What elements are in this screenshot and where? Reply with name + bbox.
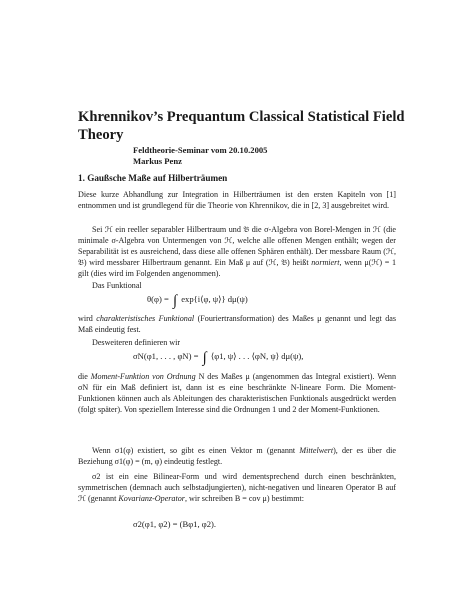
paragraph-text: σ2 ist ein eine Bilinear-Form und wird dementsprechend durch einen beschränkten, symmetrischen (demnach auch selbstadjungierten), nicht-negativen und linearen Operator B auf ℋ (genannt [78, 472, 396, 503]
paragraph-characteristic [78, 313, 396, 335]
integral-symbol: ∫ [172, 293, 178, 309]
paragraph-intro: Diese kurze Abhandlung zur Integration in Hilberträumen ist den ersten Kapiteln von [1] entnommen und ist grundlegend für die Theorie von Khrennikov, die in [2, 3] ausgebreitet wird. [78, 190, 396, 210]
emphasis-term: Moment-Funktion von Ordnung [90, 372, 196, 381]
paragraph-text: die [78, 372, 88, 381]
paragraph-text: , wir schreiben B = cov μ) bestimmt: [184, 494, 304, 503]
paragraph-text: N des Maßes μ (angenommen das Integral existiert). Wenn σN für ein Maß definiert ist, dann ist es eine beschränkte N-lineare Form. Die Moment-Funktionen können auch als Ableitungen des charakteristischen Funktionals ausgedrückt werden (folgt später). Von speziellem Interesse sind die Ordnungen 1 und 2 der Moment-Funktionen. [78, 372, 397, 414]
paragraph-covariance [78, 471, 396, 504]
paragraph-hilbert-space [78, 224, 396, 279]
paragraph-moment [78, 371, 396, 415]
equation-moment-function [133, 350, 303, 367]
equation-characteristic-functional [147, 293, 248, 310]
emphasis-term: normiert [311, 258, 340, 267]
equation-lhs: σN(φ1, . . . , φN) = [133, 351, 199, 361]
paper-title: Khrennikov’s Prequantum Classical Statistical Field Theory [78, 109, 405, 143]
paragraph-mean [78, 445, 396, 467]
seminar-date: Feldtheorie-Seminar vom 20.10.2005 [133, 145, 268, 155]
paragraph-text: Wenn σ1(φ) existiert, so gibt es einen Vektor m (genannt [92, 446, 296, 455]
equation-lhs: θ(φ) = [147, 294, 169, 304]
paragraph-text: ), der es über die Beziehung σ1(φ) = (m, φ) eindeutig festlegt. [78, 446, 396, 466]
paragraph-define: Desweiteren definieren wir [92, 338, 181, 347]
integral-symbol: ∫ [202, 350, 207, 366]
paragraph-text: wird [78, 314, 93, 323]
equation-rhs: ⟨φ1, ψ⟩ . . . ⟨φN, ψ⟩ dμ(ψ), [210, 351, 304, 361]
emphasis-term: Kovarianz-Operator [118, 494, 185, 503]
paragraph-text: (Fouriertransformation) des Maßes μ genannt und legt das Maß eindeutig fest. [78, 314, 396, 334]
equation-rhs: exp{i⟨φ, ψ⟩} dμ(ψ) [181, 294, 248, 304]
author: Markus Penz [133, 156, 182, 166]
paragraph-text: , wenn μ(ℋ) = 1 gilt (dies wird im Folgenden angenommen). [78, 258, 396, 278]
emphasis-term: Mittelwert [299, 446, 334, 455]
equation-covariance: σ2(φ1, φ2) = (Bφ1, φ2). [133, 519, 217, 529]
paragraph-text: Sei ℋ ein reeller separabler Hilbertraum und 𝔅 die σ-Algebra von Borel-Mengen in ℋ (die minimale σ-Algebra von Untermengen von ℋ, welche alle offenen Mengen enthält; wegen der Separabilität ist es ausreichend, dass diese alle offenen Sphären enthält). Der messbare Raum (ℋ, 𝔅) wird messbarer Hilbertraum genannt. Ein Maß μ auf (ℋ, 𝔅) heißt [78, 225, 396, 267]
section-heading: 1. Gaußsche Maße auf Hilberträumen [78, 173, 228, 183]
emphasis-term: charakteristisches Funktional [96, 314, 195, 323]
paragraph-functional: Das Funktional [92, 281, 142, 290]
